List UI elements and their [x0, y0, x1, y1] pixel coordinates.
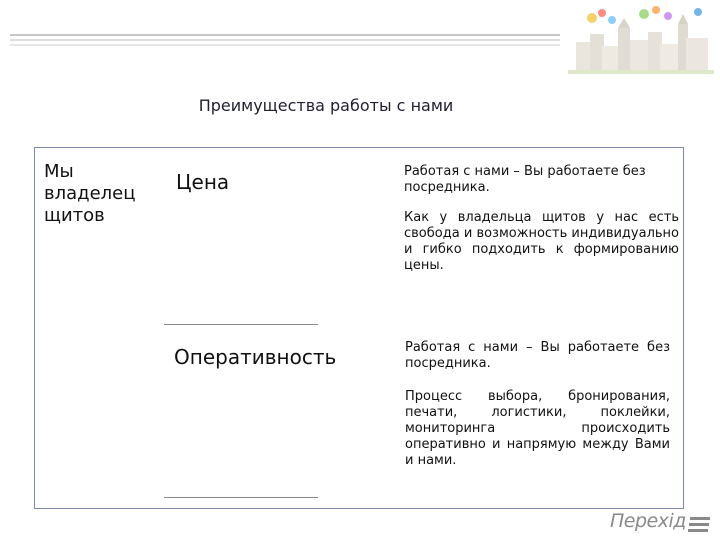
- section-divider: [164, 497, 318, 498]
- speed-paragraph-1: Работая с нами – Вы работаете без посредника.: [405, 340, 670, 371]
- price-paragraph-2: Как у владельца щитов у нас есть свобода и возможность индивидуально и гибко подходить к формированию цены.: [404, 210, 679, 273]
- slide-title-text: Преимущества работы с нами: [198, 96, 454, 115]
- decor-line: [10, 34, 560, 36]
- owner-label-line: щитов: [44, 205, 105, 226]
- owner-label: [44, 161, 136, 227]
- decor-line: [10, 44, 560, 46]
- price-paragraph-1: Работая с нами – Вы работаете без посредника.: [404, 164, 646, 195]
- speed-paragraph-2: Процесс выбора, бронирования, печати, логистики, поклейки, мониторинга происходить оперативно и напрямую между Вами и нами.: [405, 389, 670, 468]
- section-divider: [164, 324, 318, 325]
- section-heading-speed: Оперативность: [174, 345, 337, 369]
- brand-logo: [596, 508, 714, 536]
- slide-title: [0, 96, 720, 115]
- decor-line: [10, 39, 560, 41]
- section-heading-price: Цена: [176, 170, 230, 194]
- lines-logo-icon: [688, 514, 712, 534]
- owner-label-line: владелец: [44, 183, 136, 204]
- city-illustration-icon: [568, 4, 714, 76]
- header-decor-lines: [10, 34, 560, 46]
- owner-label-line: Мы: [44, 161, 74, 182]
- logo-text: Перехід: [610, 510, 686, 532]
